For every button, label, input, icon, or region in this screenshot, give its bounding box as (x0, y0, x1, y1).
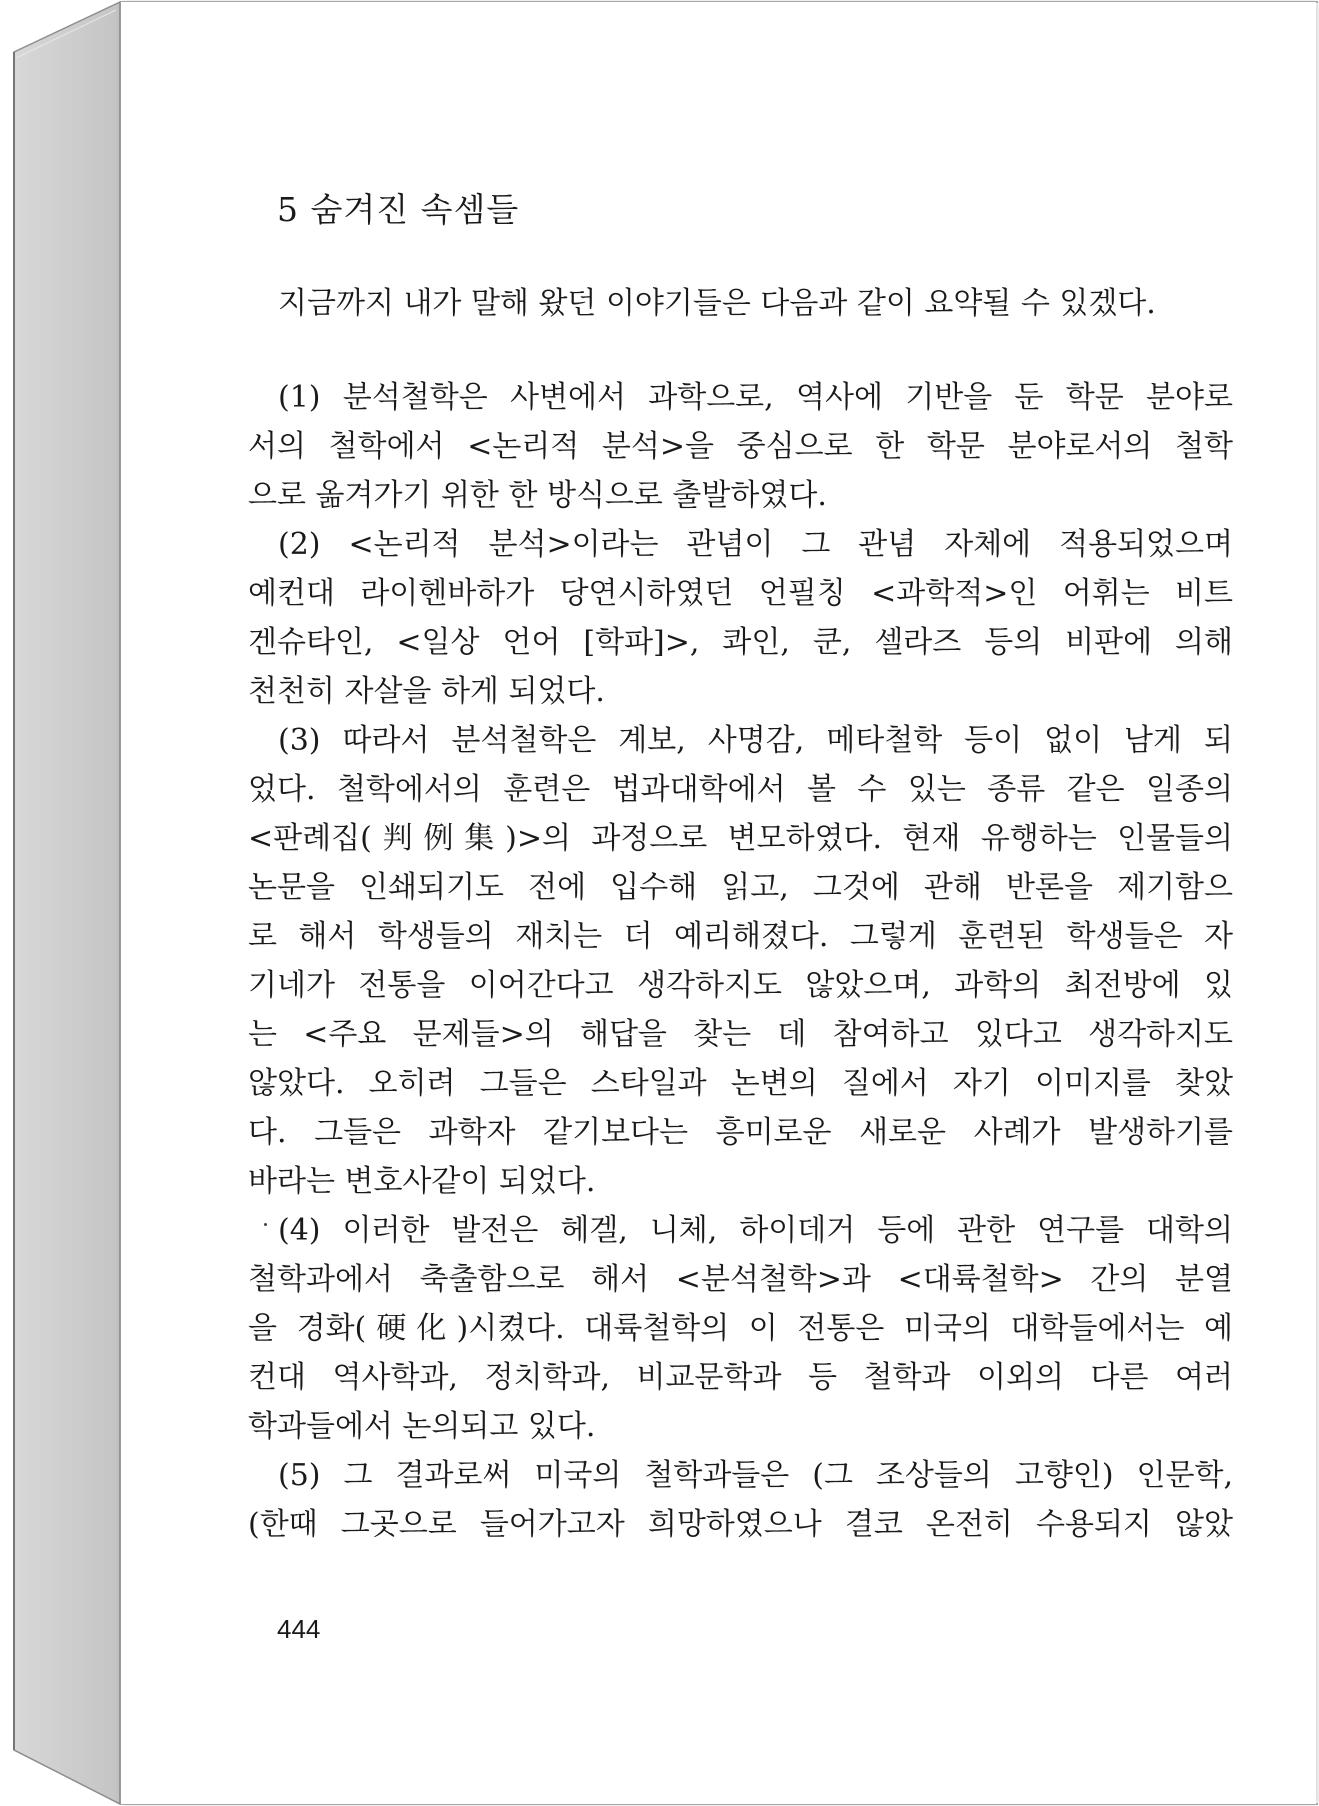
text-line: 학과들에서 논의되고 있다. (248, 1409, 596, 1444)
text-line: 었다. 철학에서의 훈련은 법과대학에서 볼 수 있는 종류 같은 일종의 (248, 772, 1233, 807)
text-line: 컨대 역사학과, 정치학과, 비교문학과 등 철학과 이외의 다른 여러 (248, 1360, 1233, 1395)
text-line: (2) <논리적 분석>이라는 관념이 그 관념 자체에 적용되었으며 (278, 527, 1233, 562)
text-line: 으로 옮겨가기 위한 한 방식으로 출발하였다. (248, 478, 827, 513)
stray-mark (264, 1223, 267, 1226)
text-line: (5) 그 결과로써 미국의 철학과들은 (그 조상들의 고향인) 인문학, (278, 1458, 1233, 1493)
text-line: 예컨대 라이헨바하가 당연시하였던 언필칭 <과학적>인 어휘는 비트 (248, 576, 1233, 611)
text-line: 논문을 인쇄되기도 전에 입수해 읽고, 그것에 관해 반론을 제기함으 (248, 870, 1233, 905)
text-line: <판례집(判例集)>의 과정으로 변모하였다. 현재 유행하는 인물들의 (248, 821, 1233, 856)
text-line: 서의 철학에서 <논리적 분석>을 중심으로 한 학문 분야로서의 철학 (248, 429, 1233, 464)
text-line: 로 해서 학생들의 재치는 더 예리해졌다. 그렇게 훈련된 학생들은 자 (248, 919, 1233, 954)
text-line: 철학과에서 축출함으로 해서 <분석철학>과 <대륙철학> 간의 분열 (248, 1262, 1233, 1297)
text-line: 않았다. 오히려 그들은 스타일과 논변의 질에서 자기 이미지를 찾았 (248, 1066, 1233, 1101)
text-line: 천천히 자살을 하게 되었다. (248, 674, 605, 709)
section-heading: 5 숨겨진 속셈들 (277, 190, 520, 229)
intro-paragraph: 지금까지 내가 말해 왔던 이야기들은 다음과 같이 요약될 수 있겠다. (278, 286, 1156, 321)
text-line: 바라는 변호사같이 되었다. (248, 1164, 596, 1199)
text-line: (4) 이러한 발전은 헤겔, 니체, 하이데거 등에 관한 연구를 대학의 (278, 1213, 1233, 1248)
text-line: 는 <주요 문제들>의 해답을 찾는 데 참여하고 있다고 생각하지도 (248, 1017, 1233, 1052)
text-line: (3) 따라서 분석철학은 계보, 사명감, 메타철학 등이 없이 남게 되 (278, 723, 1233, 758)
text-line: (1) 분석철학은 사변에서 과학으로, 역사에 기반을 둔 학문 분야로 (278, 380, 1233, 415)
page-number: 444 (277, 1614, 321, 1644)
text-line: 을 경화(硬化)시켰다. 대륙철학의 이 전통은 미국의 대학들에서는 예 (248, 1311, 1233, 1346)
book-page (120, 2, 1316, 1804)
text-line: 기네가 전통을 이어간다고 생각하지도 않았으며, 과학의 최전방에 있 (248, 968, 1233, 1003)
text-line: 다. 그들은 과학자 같기보다는 흥미로운 새로운 사례가 발생하기를 (248, 1115, 1233, 1150)
text-line: 겐슈타인, <일상 언어 [학파]>, 콰인, 쿤, 셀라즈 등의 비판에 의해 (248, 625, 1233, 660)
text-line: (한때 그곳으로 들어가고자 희망하였으나 결코 온전히 수용되지 않았 (248, 1507, 1233, 1542)
page-content (121, 2, 1316, 1804)
